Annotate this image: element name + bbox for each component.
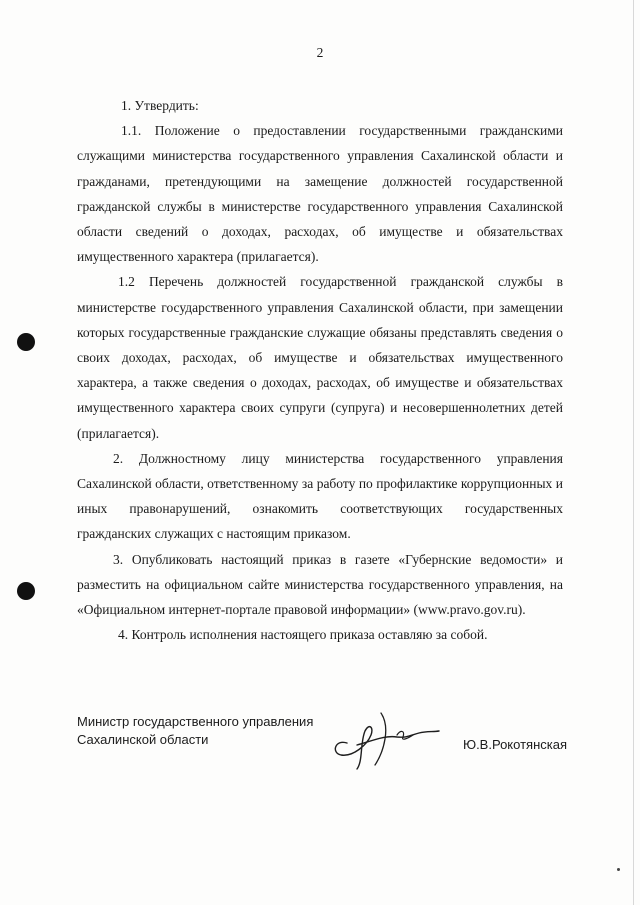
signatory-title-line-2: Сахалинской области [77, 732, 209, 747]
signatory-title-line-1: Министр государственного управления [77, 714, 314, 729]
paragraph-4: 4. Контроль исполнения настоящего приказа оставляю за собой. [118, 627, 488, 643]
paragraph-2: 2. Должностному лицу министерства государственного управления Сахалинской области, ответственному за работу по профилактике коррупционных и иных правонарушений, ознакомить соответствующих государственных гражданских служащих с настоящим приказом. [77, 450, 563, 542]
paragraph-3: 3. Опубликовать настоящий приказ в газете «Губернские ведомости» и разместить на официальном сайте министерства государственного управления, на «Официальном интернет-портале правовой информации» (www.pravo.gov.ru). [77, 551, 563, 618]
scan-speck [617, 868, 620, 871]
page-edge [633, 0, 634, 905]
signature-block [77, 713, 567, 783]
paragraph-1-2: 1.2 Перечень должностей государственной гражданской службы в министерстве государственного управления Сахалинской области, при замещении которых государственные гражданские служащие обязаны представлять сведения о своих доходах, расходах, об имуществе и обязательствах имущественного характера, а также сведения о доходах, расходах, об имуществе и обязательствах имущественного характера своих супруги (супруга) и несовершеннолетних детей (прилагается). [77, 274, 563, 441]
handwritten-signature [327, 705, 447, 775]
punch-hole-bottom [17, 582, 35, 600]
paragraph-1-1: 1.1. Положение о предоставлении государственными гражданскими служащими министерства государственного управления Сахалинской области и гражданами, претендующими на замещение должностей государственной гражданской службы в министерстве государственного управления Сахалинской области сведений о доходах, расходах, об имуществе и обязательствах имущественного характера (прилагается). [77, 123, 563, 265]
paragraph-approve: 1. Утвердить: [121, 98, 199, 113]
document-body [77, 93, 563, 647]
signatory-name: Ю.В.Рокотянская [462, 737, 567, 752]
punch-hole-top [17, 333, 35, 351]
page-number: 2 [316, 45, 324, 60]
signatory-title [77, 713, 313, 749]
